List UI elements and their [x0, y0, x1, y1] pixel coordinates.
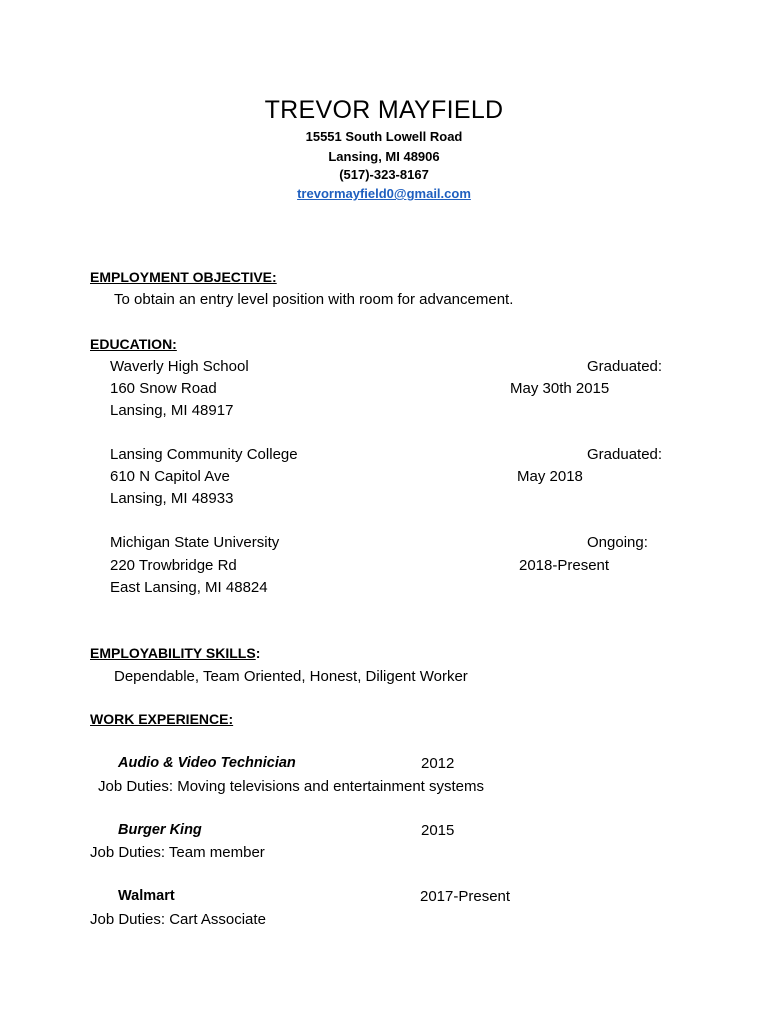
job-title: Burger King: [118, 822, 202, 838]
school-date: 2018-Present: [519, 557, 610, 574]
skills-text: Dependable, Team Oriented, Honest, Diligent Worker: [114, 668, 468, 685]
skills-heading: [90, 646, 260, 660]
school-city: Lansing, MI 48917: [110, 402, 234, 419]
school-name: Michigan State University: [110, 534, 280, 551]
skills-heading-text: EMPLOYABILITY SKILLS: [90, 645, 256, 661]
email-link[interactable]: trevormayfield0@gmail.com: [297, 186, 471, 201]
job-duties: Job Duties: Moving televisions and entertainment systems: [98, 778, 485, 795]
school-date: May 30th 2015: [510, 380, 610, 397]
objective-text: To obtain an entry level position with room for advancement.: [114, 291, 514, 308]
school-name: Waverly High School: [110, 358, 249, 375]
school-date: May 2018: [517, 468, 583, 485]
job-year: 2015: [421, 822, 455, 839]
work-heading: WORK EXPERIENCE:: [90, 711, 234, 727]
phone-number: (517)-323-8167: [339, 167, 429, 182]
school-address: 160 Snow Road: [110, 380, 217, 397]
job-duties: Job Duties: Cart Associate: [90, 911, 266, 928]
address-line-2: Lansing, MI 48906: [328, 149, 440, 164]
job-year: 2012: [421, 755, 455, 772]
job-title: Walmart: [118, 888, 175, 904]
education-heading: EDUCATION:: [90, 336, 177, 352]
objective-heading: EMPLOYMENT OBJECTIVE:: [90, 269, 277, 285]
school-address: 610 N Capitol Ave: [110, 468, 230, 485]
address-line-1: 15551 South Lowell Road: [305, 129, 463, 144]
skills-heading-colon: :: [255, 645, 261, 661]
school-status: Graduated:: [587, 446, 663, 463]
job-year: 2017-Present: [420, 888, 511, 905]
school-address: 220 Trowbridge Rd: [110, 557, 237, 574]
job-title: Audio & Video Technician: [118, 755, 296, 771]
school-status: Graduated:: [587, 358, 663, 375]
resume-name: TREVOR MAYFIELD: [264, 96, 504, 124]
job-duties: Job Duties: Team member: [90, 844, 265, 861]
school-city: Lansing, MI 48933: [110, 490, 234, 507]
school-status: Ongoing:: [587, 534, 648, 551]
school-city: East Lansing, MI 48824: [110, 579, 268, 596]
school-name: Lansing Community College: [110, 446, 298, 463]
